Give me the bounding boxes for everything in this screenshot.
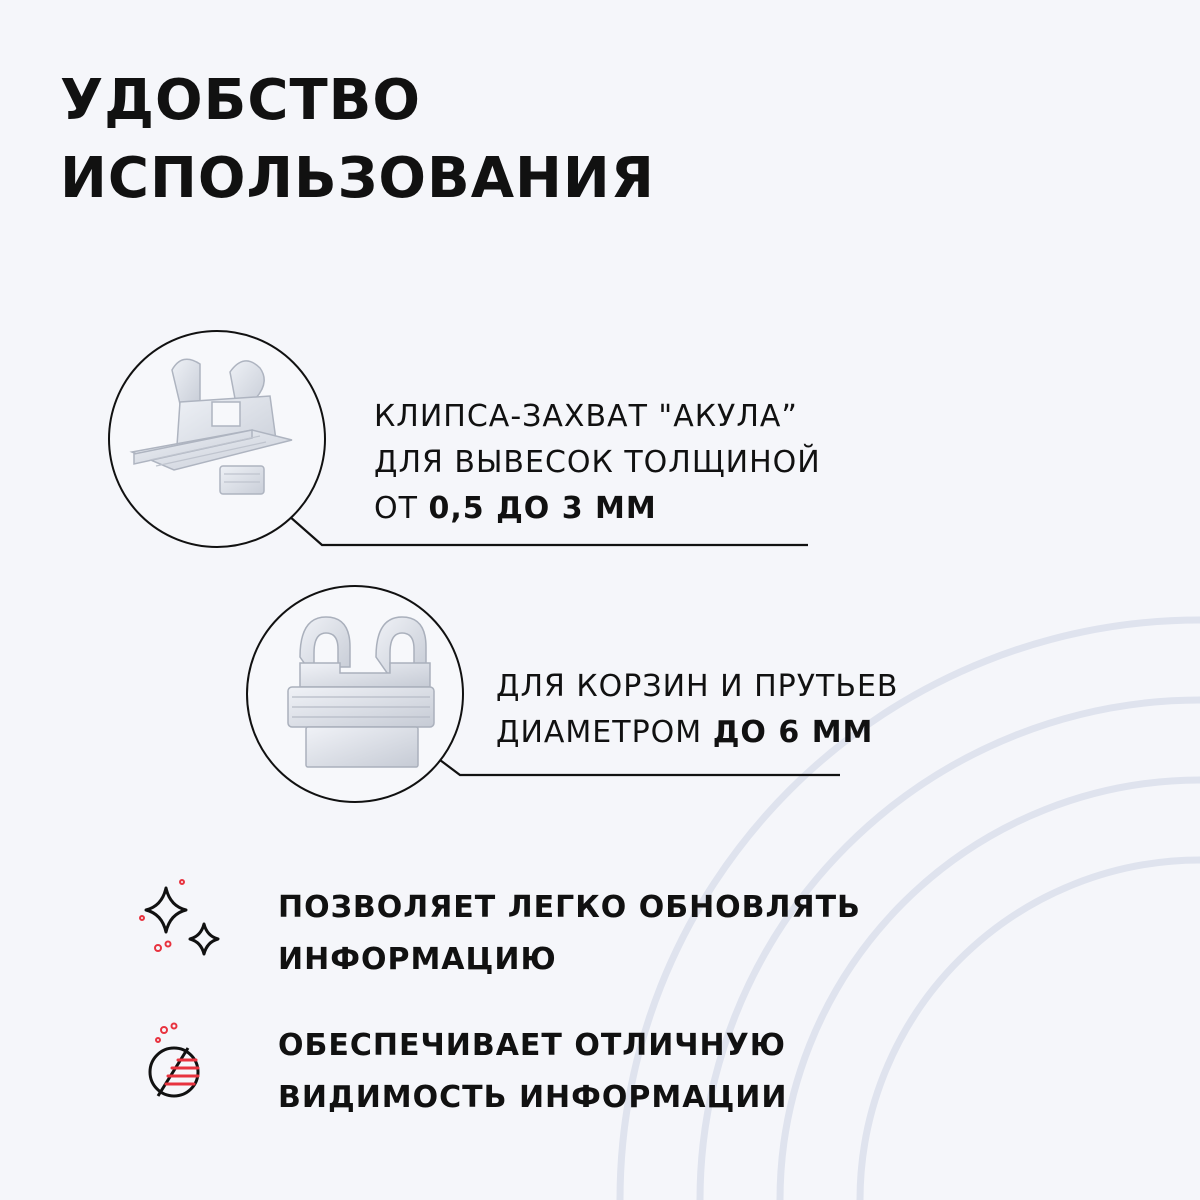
feature-1-line-1: ПОЗВОЛЯЕТ ЛЕГКО ОБНОВЛЯТЬ — [278, 890, 861, 925]
title-line-2: ИСПОЛЬЗОВАНИЯ — [60, 146, 655, 211]
sparkle-icon — [132, 878, 228, 974]
callout-text-shark-clip — [374, 394, 821, 532]
callout-text-basket-clip — [496, 664, 899, 756]
shark-clip-illustration — [110, 332, 324, 546]
callout-1-line-3 — [374, 486, 821, 532]
callout-2-line-1: ДЛЯ КОРЗИН И ПРУТЬЕВ — [496, 669, 899, 704]
callout-1-prefix: ОТ — [374, 491, 429, 526]
basket-clip-illustration — [248, 587, 462, 801]
feature-2-line-2: ВИДИМОСТЬ ИНФОРМАЦИИ — [278, 1080, 788, 1115]
callout-1-line-1: КЛИПСА-ЗАХВАТ "АКУЛА” — [374, 399, 798, 434]
callout-2-diameter: ДО 6 ММ — [712, 715, 874, 750]
feature-2-line-1: ОБЕСПЕЧИВАЕТ ОТЛИЧНУЮ — [278, 1028, 787, 1063]
feature-easy-update — [278, 882, 861, 986]
title-line-1: УДОБСТВО — [60, 68, 421, 133]
callout-2-prefix: ДИАМЕТРОМ — [496, 715, 713, 750]
callout-1-line-2: ДЛЯ ВЫВЕСОК ТОЛЩИНОЙ — [374, 445, 821, 480]
visibility-stripes-icon — [140, 1020, 220, 1104]
callout-1-thickness: 0,5 ДО 3 ММ — [428, 491, 657, 526]
page-title — [60, 62, 655, 218]
product-image-shark-clip — [108, 330, 326, 548]
feature-1-line-2: ИНФОРМАЦИЮ — [278, 942, 557, 977]
product-image-basket-clip — [246, 585, 464, 803]
callout-2-line-2 — [496, 710, 899, 756]
feature-visibility — [278, 1020, 788, 1124]
